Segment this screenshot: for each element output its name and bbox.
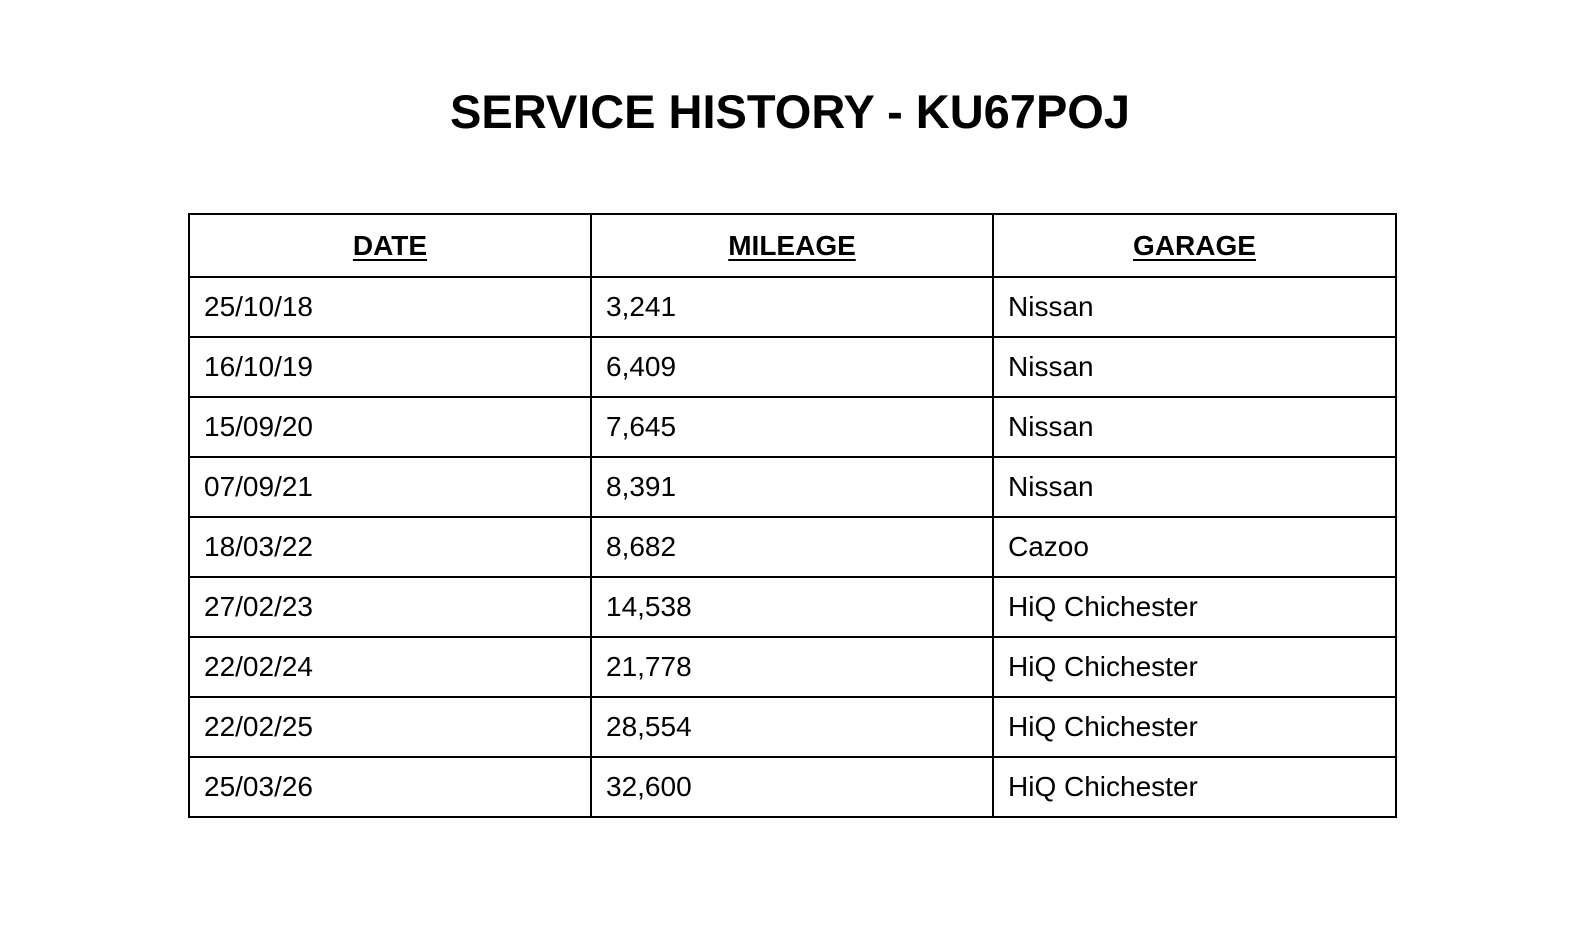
date-cell: 25/10/18 <box>189 277 591 337</box>
table-row <box>189 757 1396 817</box>
table-row <box>189 397 1396 457</box>
date-cell: 18/03/22 <box>189 517 591 577</box>
date-cell: 22/02/25 <box>189 697 591 757</box>
mileage-cell: 7,645 <box>591 397 993 457</box>
date-cell: 25/03/26 <box>189 757 591 817</box>
garage-cell: HiQ Chichester <box>993 757 1396 817</box>
mileage-cell: 6,409 <box>591 337 993 397</box>
table-row <box>189 337 1396 397</box>
garage-cell: HiQ Chichester <box>993 697 1396 757</box>
mileage-cell: 21,778 <box>591 637 993 697</box>
page-title: SERVICE HISTORY - KU67POJ <box>450 85 1130 138</box>
table-row <box>189 697 1396 757</box>
table-row <box>189 637 1396 697</box>
column-header-date: DATE <box>189 214 591 277</box>
table-header-row <box>189 214 1396 277</box>
mileage-cell: 8,682 <box>591 517 993 577</box>
date-cell: 27/02/23 <box>189 577 591 637</box>
mileage-cell: 32,600 <box>591 757 993 817</box>
date-cell: 22/02/24 <box>189 637 591 697</box>
service-history-table-container <box>188 213 1397 818</box>
garage-cell: Nissan <box>993 457 1396 517</box>
mileage-cell: 28,554 <box>591 697 993 757</box>
column-header-garage: GARAGE <box>993 214 1396 277</box>
table-row <box>189 517 1396 577</box>
table-row <box>189 277 1396 337</box>
date-cell: 16/10/19 <box>189 337 591 397</box>
garage-cell: HiQ Chichester <box>993 577 1396 637</box>
column-header-mileage: MILEAGE <box>591 214 993 277</box>
date-cell: 15/09/20 <box>189 397 591 457</box>
garage-cell: Nissan <box>993 397 1396 457</box>
table-row <box>189 577 1396 637</box>
garage-cell: Nissan <box>993 337 1396 397</box>
service-history-table <box>188 213 1397 818</box>
date-cell: 07/09/21 <box>189 457 591 517</box>
mileage-cell: 3,241 <box>591 277 993 337</box>
table-row <box>189 457 1396 517</box>
garage-cell: Cazoo <box>993 517 1396 577</box>
mileage-cell: 14,538 <box>591 577 993 637</box>
garage-cell: Nissan <box>993 277 1396 337</box>
mileage-cell: 8,391 <box>591 457 993 517</box>
garage-cell: HiQ Chichester <box>993 637 1396 697</box>
